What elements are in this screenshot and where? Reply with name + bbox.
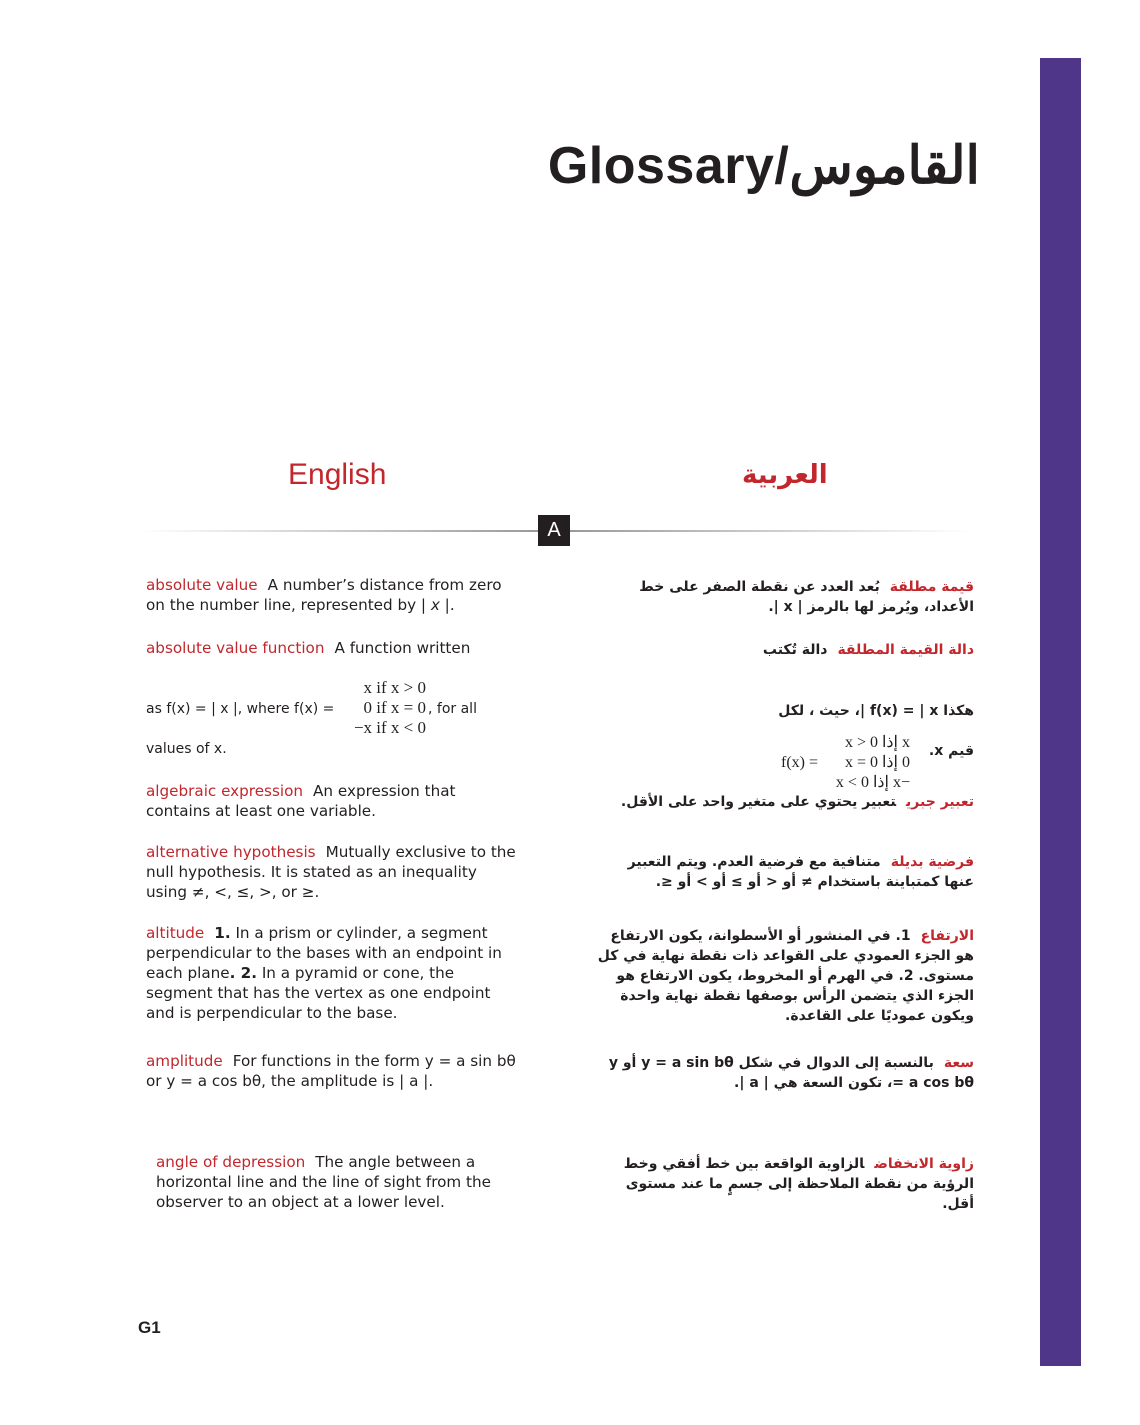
entry-altitude-en bbox=[146, 923, 518, 1023]
term-angle-of-depression-ar: زاوية الانخفاض bbox=[874, 1156, 974, 1172]
term-alternative-hypothesis: alternative hypothesis bbox=[146, 843, 316, 861]
entry-absolute-value-function-ar bbox=[594, 640, 974, 660]
piecewise-case-3-ar: −x إذا x < 0 bbox=[835, 774, 910, 791]
function-definition-for-all: , for all bbox=[428, 701, 477, 717]
entry-amplitude-ar bbox=[594, 1053, 974, 1093]
absolute-value-symbol: | x | bbox=[420, 596, 450, 614]
arabic-column-heading: العربية bbox=[742, 460, 828, 490]
entry-amplitude-en bbox=[146, 1051, 518, 1091]
term-amplitude: amplitude bbox=[146, 1052, 223, 1070]
function-definition-ar: هكذا f(x) = | x |، حيث ، لكل bbox=[778, 703, 974, 719]
entry-angle-of-depression-en bbox=[156, 1152, 518, 1212]
definition-text-ar: متنافية مع فرضية العدم. ويتم التعبير عنها كمتباينة باستخدام ≠ أو < أو ≥ أو > أو ≤. bbox=[627, 854, 974, 890]
function-definition-values: values of x. bbox=[146, 741, 227, 757]
definition-text-ar: تعبير يحتوي على متغير واحد على الأقل. bbox=[620, 794, 897, 810]
definition-text-ar: بالنسبة إلى الدوال في شكل y = a sin bθ أو y = a cos bθ، تكون السعة هي | a |. bbox=[608, 1055, 974, 1091]
function-values-ar: قيم x. bbox=[928, 743, 974, 759]
section-rule-right bbox=[570, 530, 970, 532]
term-absolute-value: absolute value bbox=[146, 576, 258, 594]
term-absolute-value-ar: قيمة مطلقة bbox=[889, 579, 974, 595]
entry-algebraic-expression-ar bbox=[594, 792, 974, 812]
term-alternative-hypothesis-ar: فرضية بديلة bbox=[890, 854, 974, 870]
definition-text-ar: دالة تُكتب bbox=[762, 642, 828, 658]
definition-text-ar: الزاوية الواقعة بين خط أفقي وخط الرؤية من نقطة الملاحظة إلى جسمٍ ما عند مستوى أقل. bbox=[623, 1156, 974, 1212]
piecewise-case-2: 0 if x = 0 bbox=[363, 698, 426, 717]
term-altitude-ar: الارتفاع bbox=[920, 928, 974, 944]
piecewise-case-3: −x if x < 0 bbox=[353, 718, 426, 737]
definition-text-ar: 1. في المنشور أو الأسطوانة، يكون الارتفاع هو الجزء العمودي على القواعد ذات نقطة نهاية في كل مستوى. 2. في الهرم أو المخروط، يكون الارتفاع هو الجزء الذي يتضمن الرأس بوصفها نقطة نهاية واحدة ويكون عموديًا على القاعدة. bbox=[597, 928, 974, 1024]
entry-alternative-hypothesis-ar bbox=[594, 852, 974, 892]
term-absolute-value-function-ar: دالة القيمة المطلقة bbox=[837, 642, 974, 658]
definition-text: In a pyramid or cone, the segment that has the vertex as one endpoint and is perpendicular to the base. bbox=[146, 964, 491, 1022]
term-amplitude-ar: سعة bbox=[943, 1055, 974, 1071]
piecewise-case-1: x if x > 0 bbox=[363, 678, 426, 697]
definition-text: Mutually exclusive to the null hypothesis. It is stated as an inequality using ≠, <, ≤, >, or ≥. bbox=[146, 843, 516, 901]
entry-altitude-ar bbox=[594, 926, 974, 1026]
definition-text: A function written bbox=[334, 639, 471, 657]
definition-text: In a prism or cylinder, a segment perpendicular to the bases with an endpoint in each plane bbox=[146, 924, 502, 982]
term-algebraic-expression: algebraic expression bbox=[146, 782, 304, 800]
entry-absolute-value-ar bbox=[594, 577, 974, 617]
section-rule-left bbox=[140, 530, 538, 532]
item-number: . 2. bbox=[229, 964, 257, 982]
piecewise-fx-ar: f(x) = bbox=[780, 754, 818, 771]
function-definition-lead: as f(x) = | x |, where f(x) = bbox=[146, 701, 335, 717]
definition-text: An expression that contains at least one variable. bbox=[146, 782, 456, 820]
english-column-heading: English bbox=[288, 458, 387, 491]
entry-algebraic-expression-en bbox=[146, 781, 518, 821]
entry-absolute-value-function-en bbox=[146, 638, 518, 658]
item-number: 1. bbox=[214, 924, 231, 942]
definition-text-ar: بُعد العدد عن نقطة الصفر على خط الأعداد، ويُرمز لها بالرمز | x |. bbox=[639, 579, 974, 615]
page-title: Glossary/القاموس bbox=[547, 137, 980, 195]
definition-text: . bbox=[449, 596, 455, 614]
side-color-bar bbox=[1040, 58, 1081, 1366]
entry-alternative-hypothesis-en bbox=[146, 842, 518, 902]
page-number: G1 bbox=[138, 1318, 161, 1337]
piecewise-case-2-ar: 0 إذا x = 0 bbox=[844, 754, 910, 771]
piecewise-case-1-ar: x إذا x > 0 bbox=[844, 734, 910, 751]
definition-text: For functions in the form y = a sin bθ or y = a cos bθ, the amplitude is | a |. bbox=[146, 1052, 516, 1090]
term-algebraic-expression-ar: تعبير جبري bbox=[906, 794, 974, 810]
entry-absolute-value-en bbox=[146, 575, 518, 615]
term-altitude: altitude bbox=[146, 924, 205, 942]
term-angle-of-depression: angle of depression bbox=[156, 1153, 306, 1171]
entry-angle-of-depression-ar bbox=[594, 1154, 974, 1214]
definition-text: The angle between a horizontal line and the line of sight from the observer to an object at a lower level. bbox=[156, 1153, 491, 1211]
definition-text: A number’s distance from zero on the number line, represented by bbox=[146, 576, 502, 614]
section-letter-badge: A bbox=[538, 515, 570, 546]
term-absolute-value-function: absolute value function bbox=[146, 639, 325, 657]
